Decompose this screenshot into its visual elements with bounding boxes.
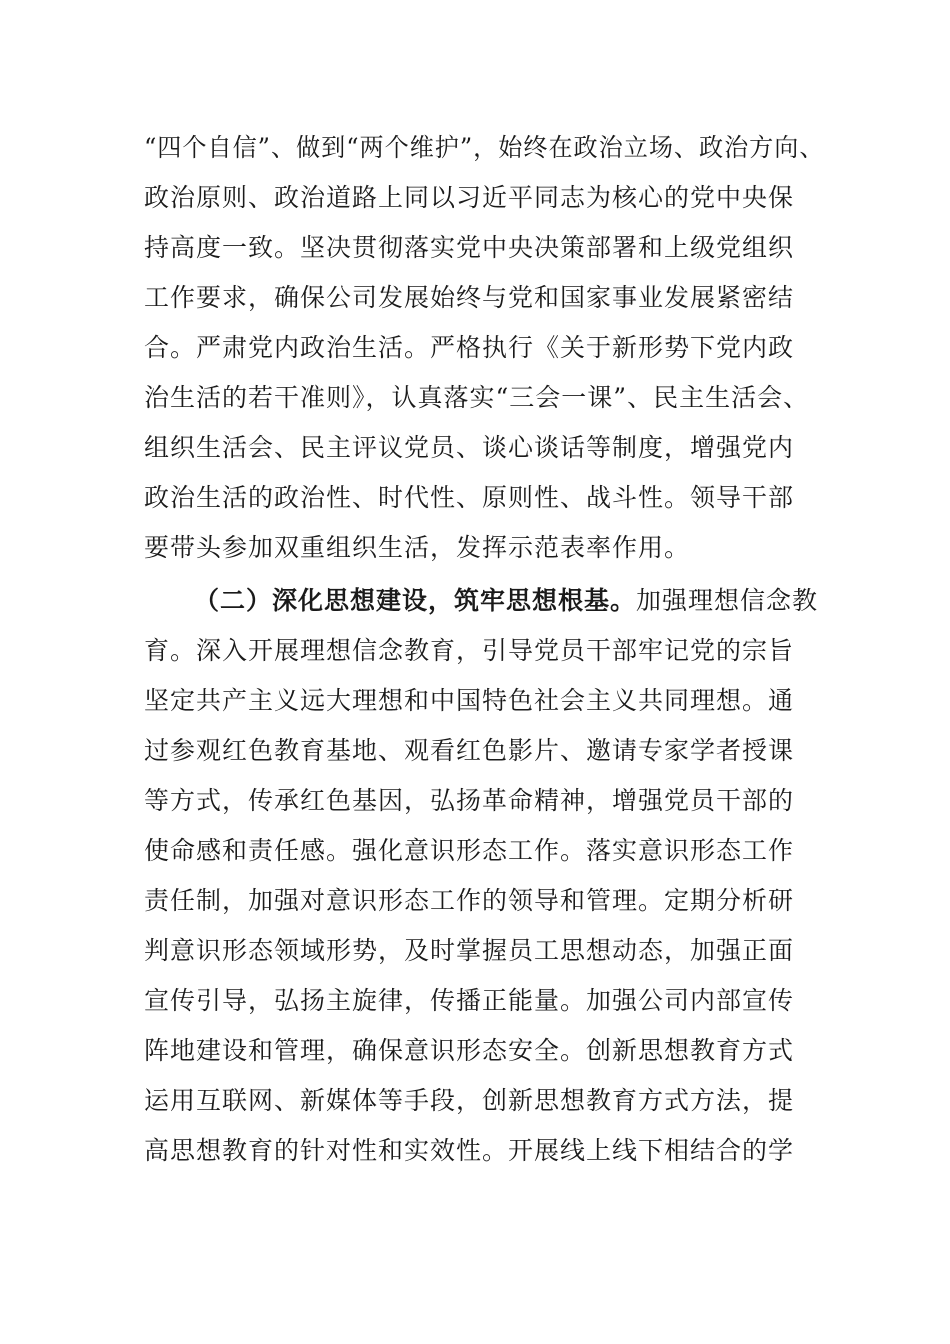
text-line: 运用互联网、新媒体等手段，创新思想教育方式方法，提	[144, 1086, 795, 1115]
heading-continuation: 加强理想信念教	[636, 586, 819, 615]
text-line: 宣传引导，弘扬主旋律，传播正能量。加强公司内部宣传	[144, 986, 795, 1015]
section-heading: （二）深化思想建设，筑牢思想根基。	[194, 586, 637, 615]
text-line: 政治生活的政治性、时代性、原则性、战斗性。领导干部	[144, 483, 795, 512]
text-line: 组织生活会、民主评议党员、谈心谈话等制度，增强党内	[144, 433, 795, 462]
text-line: 要带头参加双重组织生活，发挥示范表率作用。	[144, 533, 691, 562]
text-line: 坚定共产主义远大理想和中国特色社会主义共同理想。通	[144, 686, 795, 715]
text-line: 治生活的若干准则》，认真落实“三会一课”、民主生活会、	[144, 383, 810, 412]
text-line: 高思想教育的针对性和实效性。开展线上线下相结合的学	[144, 1136, 795, 1165]
paragraph-2	[144, 576, 824, 1176]
text-line: 政治原则、政治道路上同以习近平同志为核心的党中央保	[144, 183, 795, 212]
text-line: 阵地建设和管理，确保意识形态安全。创新思想教育方式	[144, 1036, 795, 1065]
paragraph-first-line	[144, 576, 824, 626]
text-line: 等方式，传承红色基因，弘扬革命精神，增强党员干部的	[144, 786, 795, 815]
text-line: 工作要求，确保公司发展始终与党和国家事业发展紧密结	[144, 283, 795, 312]
paragraph-1	[144, 123, 824, 573]
text-line: 判意识形态领域形势，及时掌握员工思想动态，加强正面	[144, 936, 795, 965]
text-line: “四个自信”、做到“两个维护”，始终在政治立场、政治方向、	[144, 133, 825, 162]
text-line: 过参观红色教育基地、观看红色影片、邀请专家学者授课	[144, 736, 795, 765]
text-line: 合。严肃党内政治生活。严格执行《关于新形势下党内政	[144, 333, 795, 362]
text-line: 使命感和责任感。强化意识形态工作。落实意识形态工作	[144, 836, 795, 865]
text-line: 育。深入开展理想信念教育，引导党员干部牢记党的宗旨	[144, 636, 795, 665]
text-line: 责任制，加强对意识形态工作的领导和管理。定期分析研	[144, 886, 795, 915]
text-line: 持高度一致。坚决贯彻落实党中央决策部署和上级党组织	[144, 233, 795, 262]
